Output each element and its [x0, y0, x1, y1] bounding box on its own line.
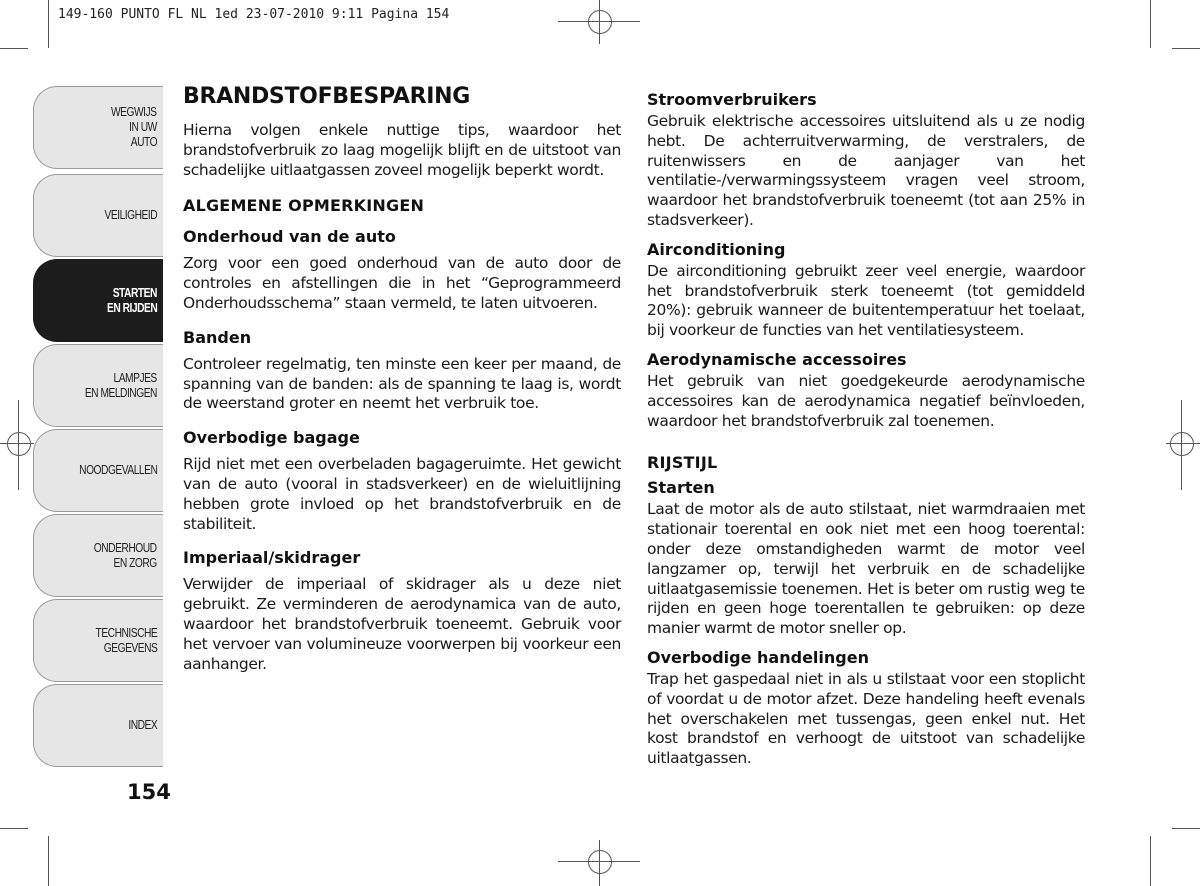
crop-mark — [1172, 48, 1200, 49]
paragraph: Verwijder de imperiaal of skidrager als u deze niet gebruikt. Ze verminderen de aerodynamica van de auto, waardoor het brandstofverbruik toeneemt. Gebruik voor het vervoer van volumineuze voorwerpen bij voorkeur een aanhanger. — [183, 575, 621, 673]
paragraph: Trap het gaspedaal niet in als u stilstaat voor een stoplicht of voordat u de motor afzet. Deze handeling heeft evenals het overschakelen met tussengas, geen enkel nut. Het kost brandstof en verhoogt de uitstoot van schadelijke uitlaatgassen. — [647, 669, 1085, 768]
subheading: Aerodynamische accessoires — [647, 349, 907, 369]
paragraph: Gebruik elektrische accessoires uitsluitend als u ze nodig hebt. De achterruitverwarming, de verstralers, de ruitenwissers en de aanjager van het ventilatie-/verwarmingssysteem vragen veel stroom, waardoor het brandstofverbruik toeneemt (tot aan 25% in stadsverkeer). — [647, 112, 1085, 229]
tab-onderhoud-en-zorg[interactable]: ONDERHOUD EN ZORG — [33, 514, 163, 597]
subheading: Banden — [183, 327, 252, 347]
tab-technische-gegevens[interactable]: TECHNISCHE GEGEVENS — [33, 599, 163, 682]
crop-mark — [1150, 0, 1151, 48]
crop-mark — [1172, 828, 1200, 829]
crop-mark — [48, 0, 49, 48]
subheading: Stroomverbruikers — [647, 90, 817, 109]
subheading: Overbodige handelingen — [647, 647, 869, 667]
paragraph: Zorg voor een goed onderhoud van de auto door de controles en afstellingen die in het “Geprogrammeerd Onderhoudsschema” staan vermeld, te laten uitvoeren. — [183, 254, 621, 312]
crop-mark — [0, 48, 28, 49]
spacer — [647, 431, 1085, 453]
paragraph: Controleer regelmatig, ten minste een keer per maand, de spanning van de banden: als de spanning te laag is, wordt de weerstand groter en neemt het verbruik toe. — [183, 354, 621, 413]
tab-starten-en-rijden[interactable]: STARTEN EN RIJDEN — [33, 259, 163, 342]
section-heading-general: ALGEMENE OPMERKINGEN — [183, 196, 425, 216]
tab-noodgevallen[interactable]: NOODGEVALLEN — [33, 429, 163, 512]
tab-veiligheid[interactable]: VEILIGHEID — [33, 174, 163, 257]
crop-mark — [48, 836, 49, 886]
right-column — [647, 90, 1085, 769]
intro-paragraph: Hierna volgen enkele nuttige tips, waardoor het brandstofverbruik zo laag mogelijk blijft en de uitstoot van schadelijke uitlaatgassen zoveel mogelijk beperkt wordt. — [183, 121, 621, 179]
left-column — [183, 84, 621, 674]
paragraph: De airconditioning gebruikt zeer veel energie, waardoor het brandstofverbruik sterk toeneemt (tot gemiddeld 20%): gebruik wanneer de buitentemperatuur het toelaat, bij voorkeur de functies van het ventilatiesysteem. — [647, 261, 1085, 340]
tab-lampjes-en-meldingen[interactable]: LAMPJES EN MELDINGEN — [33, 344, 163, 427]
print-header: 149-160 PUNTO FL NL 1ed 23-07-2010 9:11 Pagina 154 — [58, 7, 450, 22]
tab-wegwijs-in-uw-auto[interactable]: WEGWIJS IN UW AUTO — [33, 86, 163, 169]
page-number: 154 — [127, 780, 171, 804]
section-heading-driving-style: RIJSTIJL — [647, 453, 718, 473]
tab-index[interactable]: INDEX — [33, 684, 163, 767]
paragraph: Laat de motor als de auto stilstaat, niet warmdraaien met stationair toerental en ook niet met een hoog toerental: onder deze omstandigheden warmt de motor veel langzamer op, terwijl het verbruik en de schadelijke uitlaatgasemissie toenemen. Het is beter om rustig weg te rijden en geen hoge toerentallen te gebruiken: op deze manier warmt de motor sneller op. — [647, 500, 1085, 638]
crop-mark — [0, 828, 28, 829]
subheading: Onderhoud van de auto — [183, 227, 396, 247]
subheading: Overbodige bagage — [183, 428, 360, 448]
page-title: BRANDSTOFBESPARING — [183, 84, 470, 109]
paragraph: Rijd niet met een overbeladen bagageruimte. Het gewicht van de auto (vooral in stadsverkeer) en de wieluitlijning hebben grote invloed op het brandstofverbruik en de stabiliteit. — [183, 455, 621, 533]
subheading: Starten — [647, 478, 715, 498]
paragraph: Het gebruik van niet goedgekeurde aerodynamische accessoires kan de aerodynamica negatief beïnvloeden, waardoor het brandstofverbruik zal toenemen. — [647, 371, 1085, 430]
subheading: Imperiaal/skidrager — [183, 548, 361, 568]
subheading: Airconditioning — [647, 239, 786, 259]
crop-mark — [1150, 836, 1151, 886]
